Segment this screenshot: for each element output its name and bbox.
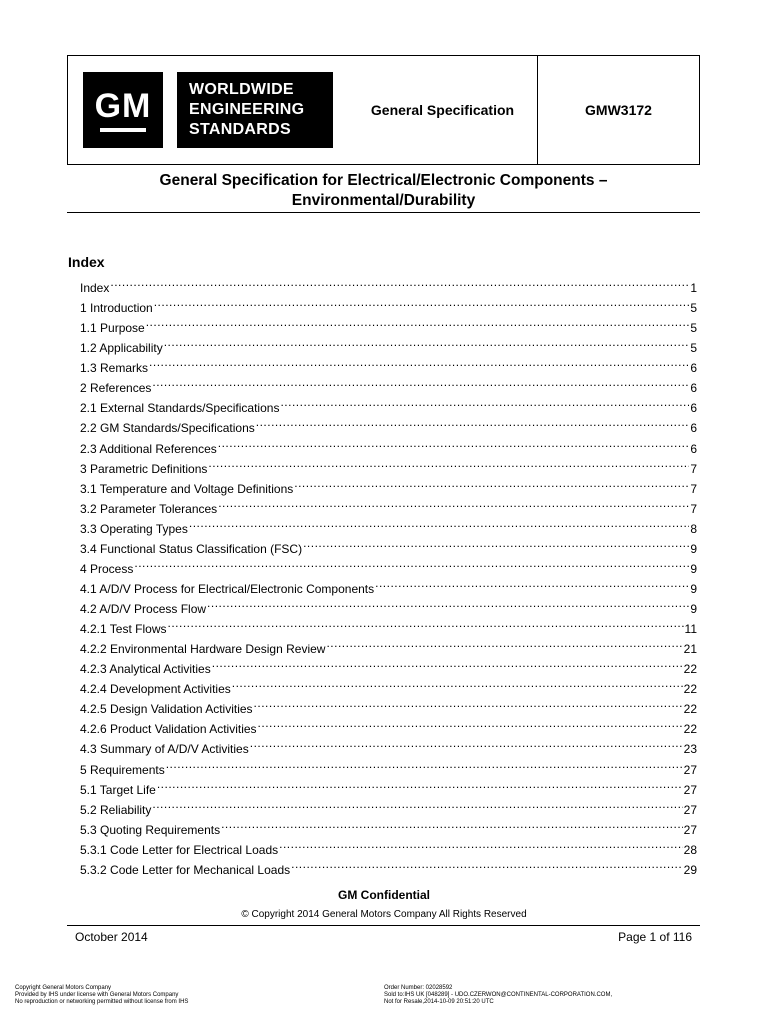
toc-entry-label: 5.2 Reliability [80, 802, 152, 817]
toc-entry[interactable] [80, 372, 697, 396]
toc-entry[interactable] [80, 312, 697, 336]
legal-line: Order Number: 02028592 [384, 985, 453, 991]
legal-notice-left [15, 985, 188, 1006]
toc-entry-label: Index [80, 281, 110, 295]
toc-leader-dots [375, 573, 689, 593]
toc-entry-label: 1.2 Applicability [80, 341, 163, 356]
toc-leader-dots [218, 493, 689, 513]
toc-entry-page: 5 [690, 301, 697, 316]
toc-entry-label: 3.2 Parameter Tolerances [80, 501, 218, 516]
toc-entry-page: 21 [683, 642, 697, 657]
toc-entry[interactable] [80, 392, 697, 416]
toc-entry-page: 7 [690, 461, 697, 476]
gm-logo [83, 72, 163, 148]
toc-entry[interactable] [80, 794, 697, 817]
toc-entry-page: 22 [683, 722, 697, 737]
toc-leader-dots [258, 713, 683, 733]
toc-leader-dots [110, 272, 689, 292]
copyright-notice: © Copyright 2014 General Motors Company All Rights Reserved [241, 909, 527, 920]
doc-number: GMW3172 [537, 56, 699, 164]
toc-entry-page: 5 [690, 341, 697, 356]
toc-entry-label: 1 Introduction [80, 301, 153, 316]
toc-entry-page: 27 [683, 802, 697, 817]
toc-entry-page: 9 [690, 602, 697, 616]
toc-entry-page: 23 [683, 742, 697, 757]
toc-entry-page: 1 [690, 281, 697, 295]
standards-line: STANDARDS [189, 121, 291, 138]
toc-leader-dots [207, 593, 689, 613]
toc-entry-label: 4.2.2 Environmental Hardware Design Review [80, 642, 326, 657]
toc-entry-label: 4.2 A/D/V Process Flow [80, 602, 207, 616]
toc-entry-page: 22 [683, 702, 697, 717]
standards-line: ENGINEERING [189, 101, 305, 118]
toc-entry-page: 6 [690, 401, 697, 416]
confidential-label: GM Confidential [338, 888, 430, 902]
toc-leader-dots [189, 513, 689, 533]
toc-entry-page: 9 [690, 541, 697, 556]
toc-entry[interactable] [80, 292, 697, 316]
footer-date: October 2014 [75, 930, 148, 944]
legal-line: Not for Resale,2014-10-09 20:51:20 UTC [384, 999, 494, 1005]
toc-entry-page: 29 [683, 862, 697, 877]
toc-entry-label: 5.3 Quoting Requirements [80, 822, 221, 837]
gm-logo-underline [100, 128, 146, 132]
toc-leader-dots [208, 453, 689, 473]
toc-entry-label: 2.2 GM Standards/Specifications [80, 421, 255, 436]
toc-entry-label: 5 Requirements [80, 762, 165, 777]
toc-entry-page: 7 [690, 501, 697, 516]
legal-line: Sold to:IHS UK [048289] - UDO.CZERWON@CONTINENTAL-CORPORATION.COM, [384, 992, 613, 998]
document-title-line: Environmental/Durability [291, 192, 476, 209]
toc-entry-page: 27 [683, 782, 697, 797]
toc-entry-label: 5.3.1 Code Letter for Electrical Loads [80, 842, 279, 857]
legal-line: Provided by IHS under license with General Motors Company [15, 992, 179, 998]
toc-entry-label: 4.2.1 Test Flows [80, 622, 167, 637]
toc-entry-label: 3.3 Operating Types [80, 521, 188, 536]
toc-leader-dots [157, 774, 683, 794]
toc-leader-dots [279, 834, 683, 854]
toc-entry-label: 4.2.5 Design Validation Activities [80, 702, 253, 717]
toc-entry-page: 9 [690, 561, 697, 576]
toc-leader-dots [218, 433, 690, 453]
toc-leader-dots [152, 794, 682, 814]
legal-line: No reproduction or networking permitted without license from IHS [15, 999, 189, 1005]
toc-entry-label: 2 References [80, 381, 152, 396]
toc-entry-page: 7 [690, 481, 697, 496]
standards-block [177, 72, 333, 148]
spec-type: General Specification [370, 102, 515, 118]
toc-leader-dots [221, 814, 683, 834]
toc-leader-dots [250, 733, 683, 753]
footer-divider [67, 925, 700, 926]
toc-entry[interactable] [80, 272, 697, 295]
toc-entry[interactable] [80, 633, 697, 657]
toc-entry-page: 22 [683, 682, 697, 697]
toc-entry-label: 1.1 Purpose [80, 321, 145, 336]
standards-line: WORLDWIDE [189, 81, 294, 98]
title-divider [67, 212, 700, 213]
toc-entry-label: 4.3 Summary of A/D/V Activities [80, 742, 249, 757]
toc-entry-page: 11 [684, 622, 697, 637]
document-header [67, 55, 700, 165]
toc-leader-dots [164, 332, 690, 352]
toc-entry-page: 8 [690, 521, 697, 536]
toc-entry-page: 27 [683, 762, 697, 777]
toc-entry-label: 5.1 Target Life [80, 782, 156, 797]
toc-leader-dots [146, 312, 690, 332]
toc-entry-label: 3.1 Temperature and Voltage Definitions [80, 481, 294, 496]
toc-entry-page: 6 [690, 381, 697, 396]
toc-leader-dots [294, 473, 689, 493]
toc-entry-page: 5 [690, 321, 697, 336]
toc-entry[interactable] [80, 613, 697, 637]
toc-entry[interactable] [80, 553, 697, 576]
toc-entry[interactable] [80, 352, 697, 376]
toc-entry-label: 4.2.3 Analytical Activities [80, 662, 211, 677]
toc-entry-page: 6 [690, 441, 697, 456]
toc-entry-page: 22 [683, 662, 697, 677]
toc-entry-page: 6 [690, 361, 697, 376]
toc-entry-label: 4.2.4 Development Activities [80, 682, 231, 697]
toc-entry-label: 1.3 Remarks [80, 361, 149, 376]
toc-leader-dots [154, 292, 690, 312]
toc-entry-label: 3.4 Functional Status Classification (FSC) [80, 541, 303, 556]
toc-entry-label: 5.3.2 Code Letter for Mechanical Loads [80, 862, 291, 877]
legal-notice-right [384, 985, 612, 1006]
toc-entry-label: 3 Parametric Definitions [80, 461, 208, 476]
index-heading: Index [68, 254, 105, 270]
toc-entry-label: 4.2.6 Product Validation Activities [80, 722, 257, 737]
toc-leader-dots [291, 854, 683, 874]
toc-leader-dots [212, 653, 683, 673]
footer-page-number: Page 1 of 116 [618, 930, 692, 944]
toc-leader-dots [254, 693, 683, 713]
toc-leader-dots [167, 613, 683, 633]
toc-entry[interactable] [80, 573, 697, 596]
toc-entry-label: 2.1 External Standards/Specifications [80, 401, 280, 416]
toc-leader-dots [166, 754, 683, 774]
toc-entry-label: 4 Process [80, 561, 134, 576]
toc-entry[interactable] [80, 754, 697, 777]
toc-entry-page: 27 [683, 822, 697, 837]
legal-line: Copyright General Motors Company [15, 985, 112, 991]
document-title [67, 171, 700, 211]
toc-entry-label: 2.3 Additional References [80, 441, 217, 456]
toc-leader-dots [280, 392, 689, 412]
toc-leader-dots [134, 553, 689, 573]
document-title-line: General Specification for Electrical/Electronic Components – [159, 172, 608, 189]
toc-entry-page: 28 [683, 842, 697, 857]
toc-entry[interactable] [80, 814, 697, 837]
toc-leader-dots [303, 533, 689, 553]
toc-leader-dots [232, 673, 683, 693]
toc-entry[interactable] [80, 774, 697, 797]
toc-entry-page: 6 [690, 421, 697, 436]
gm-logo-text: GM [94, 86, 152, 125]
toc-leader-dots [149, 352, 689, 372]
toc-leader-dots [256, 412, 690, 432]
logo-cell [68, 56, 348, 164]
toc-leader-dots [152, 372, 689, 392]
toc-entry-label: 4.1 A/D/V Process for Electrical/Electronic Components [80, 581, 375, 596]
toc-leader-dots [326, 633, 682, 653]
toc-entry-page: 9 [690, 581, 697, 596]
toc-entry[interactable] [80, 332, 697, 356]
table-of-contents [80, 272, 697, 877]
